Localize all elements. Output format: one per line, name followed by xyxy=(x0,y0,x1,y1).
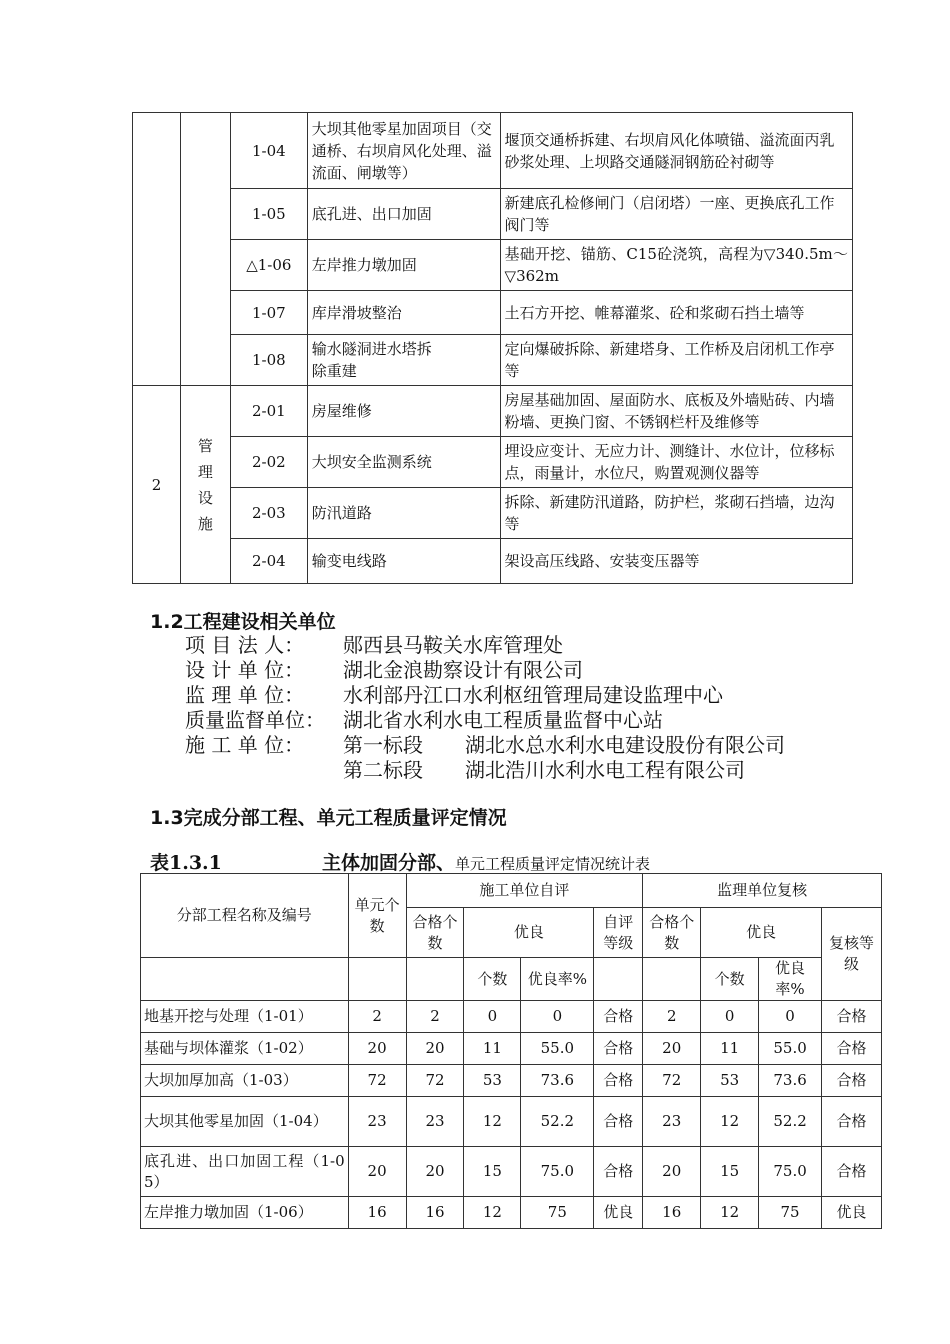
row-good: 12 xyxy=(464,1097,521,1147)
section-1-3-title: 1.3完成分部工程、单元工程质量评定情况 xyxy=(150,807,507,829)
org-value: 水利部丹江口水利枢纽管理局建设监理中心 xyxy=(343,683,723,707)
group-2-char: 施 xyxy=(197,514,213,533)
header-review-pass: 合格个数 xyxy=(643,908,701,958)
header-count: 个数 xyxy=(464,958,521,1001)
row-units: 23 xyxy=(348,1097,406,1147)
item-content: 基础开挖、锚筋、C15砼浇筑，高程为▽340.5m～▽362m xyxy=(500,240,852,291)
table-row xyxy=(133,240,853,291)
org-value: 郧西县马鞍关水库管理处 xyxy=(343,633,563,657)
item-content: 堰顶交通桥拆建、右坝肩风化体喷锚、溢流面丙乳砂浆处理、上坝路交通隧洞钢筋砼衬砌等 xyxy=(500,113,852,189)
row-pass: 20 xyxy=(406,1147,464,1197)
row-review-rate: 52.2 xyxy=(759,1097,822,1147)
item-content: 拆除、新建防汛道路，防护栏，浆砌石挡墙，边沟等 xyxy=(500,488,852,539)
item-name: 房屋维修 xyxy=(307,386,500,437)
row-review-pass: 20 xyxy=(643,1033,701,1065)
row-review-good: 12 xyxy=(701,1197,759,1229)
row-name: 底孔进、出口加固工程（1-05） xyxy=(141,1147,349,1197)
item-name: 防汛道路 xyxy=(307,488,500,539)
header-review-count: 个数 xyxy=(701,958,759,1001)
header-row xyxy=(141,874,882,908)
blank-cell xyxy=(141,958,349,1001)
row-units: 72 xyxy=(348,1065,406,1097)
item-name: 输水隧洞进水塔拆除重建 xyxy=(307,335,500,386)
row-review-pass: 20 xyxy=(643,1147,701,1197)
table-row xyxy=(141,1097,882,1147)
table-title-bold: 主体加固分部、 xyxy=(322,852,456,874)
row-grade: 合格 xyxy=(594,1065,643,1097)
table-row xyxy=(141,1033,882,1065)
lot-label: 第二标段 xyxy=(343,758,423,782)
row-name: 大坝其他零星加固（1-04） xyxy=(141,1097,349,1147)
row-review-pass: 16 xyxy=(643,1197,701,1229)
row-review-grade: 优良 xyxy=(822,1197,882,1229)
table-row xyxy=(133,335,853,386)
row-review-good: 15 xyxy=(701,1147,759,1197)
org-design xyxy=(185,658,785,683)
item-code: 2-03 xyxy=(230,488,307,539)
table-title-rest: 单元工程质量评定情况统计表 xyxy=(455,855,651,873)
row-grade: 合格 xyxy=(594,1147,643,1197)
header-row xyxy=(141,958,882,1001)
row-pass: 20 xyxy=(406,1033,464,1065)
row-rate: 75 xyxy=(521,1197,594,1229)
row-review-good: 12 xyxy=(701,1097,759,1147)
org-supervision xyxy=(185,683,785,708)
org-value: 湖北省水利水电工程质量监督中心站 xyxy=(343,708,663,732)
row-rate: 73.6 xyxy=(521,1065,594,1097)
row-name: 大坝加厚加高（1-03） xyxy=(141,1065,349,1097)
item-name: 大坝其他零星加固项目（交通桥、右坝肩风化处理、溢流面、闸墩等） xyxy=(307,113,500,189)
row-units: 16 xyxy=(348,1197,406,1229)
row-grade: 合格 xyxy=(594,1097,643,1147)
row-good: 53 xyxy=(464,1065,521,1097)
table-row xyxy=(133,488,853,539)
row-review-rate: 55.0 xyxy=(759,1033,822,1065)
row-review-grade: 合格 xyxy=(822,1033,882,1065)
table-row xyxy=(141,1001,882,1033)
row-pass: 72 xyxy=(406,1065,464,1097)
header-review-rate: 优良率% xyxy=(759,958,822,1001)
item-code: 1-04 xyxy=(230,113,307,189)
blank-cell xyxy=(406,958,464,1001)
row-review-rate: 73.6 xyxy=(759,1065,822,1097)
group-2-name xyxy=(180,386,230,584)
table-row xyxy=(133,539,853,584)
header-pass: 合格个数 xyxy=(406,908,464,958)
group-2-no: 2 xyxy=(133,386,181,584)
header-units: 单元个数 xyxy=(348,874,406,958)
header-review: 监理单位复核 xyxy=(643,874,882,908)
row-rate: 52.2 xyxy=(521,1097,594,1147)
table-row xyxy=(133,189,853,240)
row-units: 20 xyxy=(348,1147,406,1197)
header-name: 分部工程名称及编号 xyxy=(141,874,349,958)
table-caption xyxy=(150,848,650,875)
row-review-rate: 75.0 xyxy=(759,1147,822,1197)
org-label: 施 工 单 位： xyxy=(185,733,305,757)
row-review-grade: 合格 xyxy=(822,1147,882,1197)
table-row xyxy=(133,437,853,488)
org-value: 湖北水总水利水电建设股份有限公司 xyxy=(465,733,785,757)
row-review-pass: 2 xyxy=(643,1001,701,1033)
item-name: 底孔进、出口加固 xyxy=(307,189,500,240)
row-units: 20 xyxy=(348,1033,406,1065)
org-construction-lot2 xyxy=(185,758,785,783)
item-content: 定向爆破拆除、新建塔身、工作桥及启闭机工作亭等 xyxy=(500,335,852,386)
row-pass: 2 xyxy=(406,1001,464,1033)
org-label: 质量监督单位： xyxy=(185,708,325,732)
row-grade: 合格 xyxy=(594,1033,643,1065)
org-quality xyxy=(185,708,785,733)
header-good: 优良 xyxy=(464,908,594,958)
table-row xyxy=(133,113,853,189)
row-review-rate: 75 xyxy=(759,1197,822,1229)
item-code: 1-08 xyxy=(230,335,307,386)
row-review-grade: 合格 xyxy=(822,1097,882,1147)
item-name: 大坝安全监测系统 xyxy=(307,437,500,488)
item-name: 左岸推力墩加固 xyxy=(307,240,500,291)
row-rate: 75.0 xyxy=(521,1147,594,1197)
item-code: 2-04 xyxy=(230,539,307,584)
item-code: 1-05 xyxy=(230,189,307,240)
row-units: 2 xyxy=(348,1001,406,1033)
table-row xyxy=(141,1065,882,1097)
row-review-good: 11 xyxy=(701,1033,759,1065)
row-name: 基础与坝体灌浆（1-02） xyxy=(141,1033,349,1065)
item-code: △1-06 xyxy=(230,240,307,291)
org-owner xyxy=(185,633,785,658)
blank-cell xyxy=(348,958,406,1001)
row-review-grade: 合格 xyxy=(822,1001,882,1033)
table-row xyxy=(141,1147,882,1197)
header-self-grade: 自评等级 xyxy=(594,908,643,958)
header-self-eval: 施工单位自评 xyxy=(406,874,643,908)
row-review-pass: 23 xyxy=(643,1097,701,1147)
row-review-rate: 0 xyxy=(759,1001,822,1033)
group-1-no xyxy=(133,113,181,386)
org-value: 湖北浩川水利水电工程有限公司 xyxy=(465,758,745,782)
row-good: 11 xyxy=(464,1033,521,1065)
table-number: 表1.3.1 xyxy=(150,852,222,874)
item-content: 架设高压线路、安装变压器等 xyxy=(500,539,852,584)
row-review-grade: 合格 xyxy=(822,1065,882,1097)
row-name: 左岸推力墩加固（1-06） xyxy=(141,1197,349,1229)
header-rate: 优良率% xyxy=(521,958,594,1001)
table-row xyxy=(133,291,853,335)
item-code: 1-07 xyxy=(230,291,307,335)
section-1-2-title: 1.2工程建设相关单位 xyxy=(150,611,336,633)
row-good: 15 xyxy=(464,1147,521,1197)
row-pass: 16 xyxy=(406,1197,464,1229)
row-grade: 优良 xyxy=(594,1197,643,1229)
row-good: 0 xyxy=(464,1001,521,1033)
group-2-name-vertical xyxy=(195,433,215,537)
row-rate: 0 xyxy=(521,1001,594,1033)
blank-cell xyxy=(643,958,701,1001)
group-2-char: 设 xyxy=(197,488,213,507)
row-rate: 55.0 xyxy=(521,1033,594,1065)
project-items-table xyxy=(132,112,853,584)
group-2-char: 理 xyxy=(197,462,213,481)
item-code: 2-01 xyxy=(230,386,307,437)
row-grade: 合格 xyxy=(594,1001,643,1033)
table-row xyxy=(141,1197,882,1229)
item-name: 输变电线路 xyxy=(307,539,500,584)
org-value: 湖北金浪勘察设计有限公司 xyxy=(343,658,583,682)
blank-cell xyxy=(594,958,643,1001)
row-review-good: 53 xyxy=(701,1065,759,1097)
org-label: 监 理 单 位： xyxy=(185,683,305,707)
item-content: 埋设应变计、无应力计、测缝计、水位计，位移标点，雨量计，水位尺，购置观测仪器等 xyxy=(500,437,852,488)
item-code: 2-02 xyxy=(230,437,307,488)
org-label: 项 目 法 人： xyxy=(185,633,305,657)
org-construction xyxy=(185,733,785,758)
row-review-pass: 72 xyxy=(643,1065,701,1097)
row-name: 地基开挖与处理（1-01） xyxy=(141,1001,349,1033)
item-content: 房屋基础加固、屋面防水、底板及外墙贴砖、内墙粉墙、更换门窗、不锈钢栏杆及维修等 xyxy=(500,386,852,437)
item-name: 库岸滑坡整治 xyxy=(307,291,500,335)
row-review-good: 0 xyxy=(701,1001,759,1033)
header-review-grade: 复核等级 xyxy=(822,908,882,1001)
header-review-good: 优良 xyxy=(701,908,822,958)
table-row xyxy=(133,386,853,437)
group-2-char: 管 xyxy=(197,436,213,455)
row-good: 12 xyxy=(464,1197,521,1229)
org-label: 设 计 单 位： xyxy=(185,658,305,682)
item-content: 土石方开挖、帷幕灌浆、砼和浆砌石挡土墙等 xyxy=(500,291,852,335)
quality-stats-table xyxy=(140,873,882,1229)
item-content: 新建底孔检修闸门（启闭塔）一座、更换底孔工作阀门等 xyxy=(500,189,852,240)
lot-label: 第一标段 xyxy=(343,733,423,757)
org-list xyxy=(185,633,785,783)
row-pass: 23 xyxy=(406,1097,464,1147)
group-1-name xyxy=(180,113,230,386)
